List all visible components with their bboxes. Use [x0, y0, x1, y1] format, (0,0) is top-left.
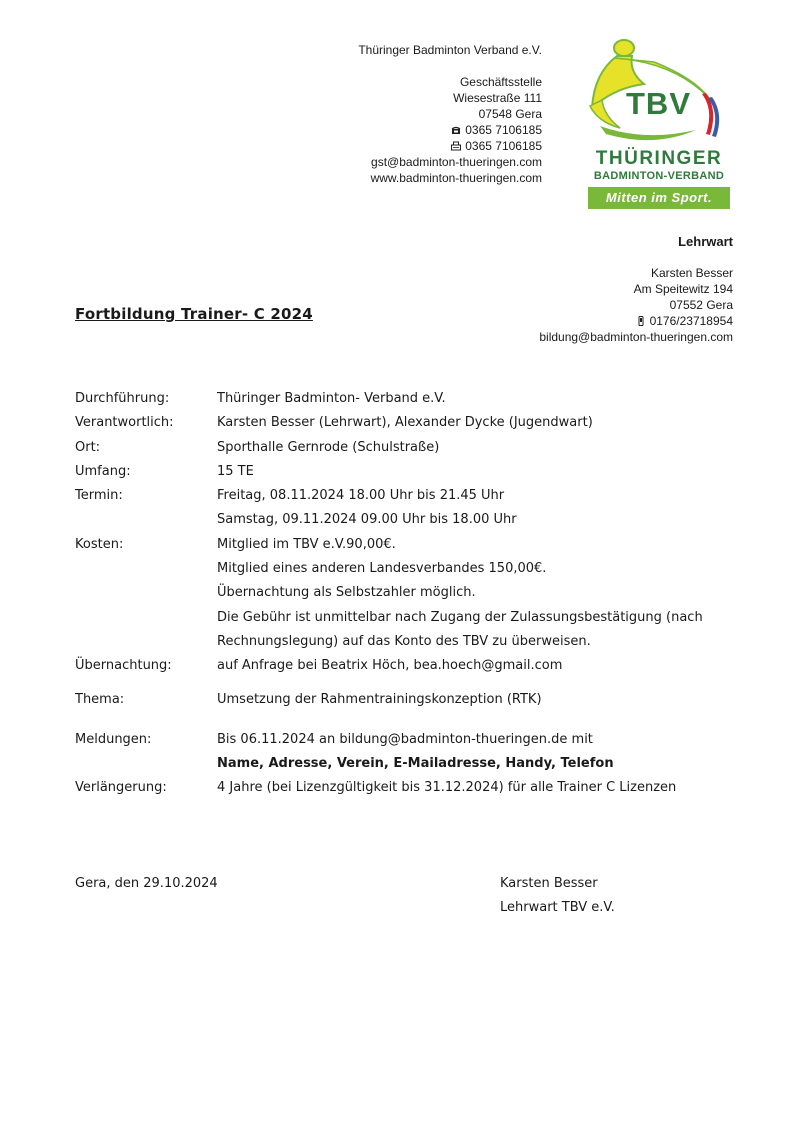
office-phone-number: 0365 7106185 — [465, 123, 542, 137]
lehrwart-heading: Lehrwart — [678, 234, 733, 249]
logo-swoosh-left — [590, 100, 620, 128]
logo-subtitle: BADMINTON-VERBAND — [593, 170, 725, 182]
org-name: Thüringer Badminton Verband e.V. — [358, 43, 542, 57]
signer-role: Lehrwart TBV e.V. — [500, 900, 615, 915]
detail-row-kosten — [75, 533, 745, 654]
detail-label: Thema: — [75, 691, 125, 707]
signer-name: Karsten Besser — [500, 876, 598, 891]
meldungen-line-2: Name, Adresse, Verein, E-Mailadresse, Handy, Telefon — [217, 756, 614, 772]
detail-value: 4 Jahre (bei Lizenzgültigkeit bis 31.12.2024) für alle Trainer C Lizenzen — [217, 780, 677, 796]
detail-value: auf Anfrage bei Beatrix Höch, bea.hoech@gmail.com — [217, 658, 563, 674]
office-fax — [300, 138, 542, 154]
detail-label: Umfang: — [75, 463, 131, 479]
lehrwart-phone-number: 0176/23718954 — [649, 314, 733, 328]
detail-label: Kosten: — [75, 536, 124, 552]
detail-label: Übernachtung: — [75, 658, 172, 674]
detail-label: Meldungen: — [75, 731, 152, 747]
org-address-block — [300, 42, 542, 186]
phone-icon — [451, 125, 461, 135]
course-details — [75, 387, 745, 801]
detail-value: 15 TE — [217, 463, 254, 479]
document-title: Fortbildung Trainer- C 2024 — [75, 305, 313, 323]
kosten-line-4: Die Gebühr ist unmittelbar nach Zugang der Zulassungsbestätigung (nach — [217, 609, 703, 625]
kosten-line-5: Rechnungslegung) auf das Konto des TBV zu überweisen. — [217, 633, 591, 649]
fax-icon — [451, 141, 461, 151]
office-email: gst@badminton-thueringen.com — [371, 155, 542, 169]
detail-label: Verantwortlich: — [75, 415, 174, 431]
detail-label: Durchführung: — [75, 391, 170, 406]
logo-title: THÜRINGER — [595, 148, 723, 169]
detail-value: Umsetzung der Rahmentrainingskonzeption (RTK) — [217, 691, 542, 707]
office-phone — [300, 122, 542, 138]
detail-row-umfang — [75, 460, 745, 484]
lehrwart-street: Am Speitewitz 194 — [633, 282, 733, 296]
kosten-line-1: Mitglied im TBV e.V.90,00€. — [217, 536, 396, 552]
logo-claim: Mitten im Sport. — [588, 187, 730, 209]
detail-row-verantwortlich — [75, 411, 745, 435]
detail-row-durchfuehrung — [75, 387, 745, 411]
detail-row-ort — [75, 436, 745, 460]
office-fax-number: 0365 7106185 — [465, 139, 542, 153]
detail-value — [217, 533, 745, 654]
detail-value: Karsten Besser (Lehrwart), Alexander Dycke (Jugendwart) — [217, 415, 593, 431]
meldungen-line-1: Bis 06.11.2024 an bildung@badminton-thueringen.de mit — [217, 731, 593, 747]
lehrwart-phone — [473, 313, 733, 329]
termin-line-1: Freitag, 08.11.2024 18.00 Uhr bis 21.45 Uhr — [217, 488, 505, 504]
signature-block — [500, 872, 615, 920]
logo-shuttle-cork — [614, 40, 634, 56]
detail-value: Sporthalle Gernrode (Schulstraße) — [217, 439, 440, 455]
detail-row-thema — [75, 688, 745, 712]
detail-row-meldungen — [75, 728, 745, 777]
detail-label: Verlängerung: — [75, 780, 167, 796]
office-city: 07548 Gera — [478, 107, 542, 121]
logo-abbr: TBV — [626, 86, 691, 121]
logo-swoosh-lower — [600, 126, 696, 140]
detail-label: Termin: — [75, 488, 123, 504]
tbv-logo — [584, 38, 734, 212]
detail-value — [217, 728, 745, 777]
office-label: Geschäftsstelle — [459, 75, 542, 89]
lehrwart-city: 07552 Gera — [669, 298, 733, 312]
place-and-date: Gera, den 29.10.2024 — [75, 876, 218, 891]
lehrwart-name: Karsten Besser — [650, 266, 733, 280]
lehrwart-email: bildung@badminton-thueringen.com — [539, 330, 733, 344]
termin-line-2: Samstag, 09.11.2024 09.00 Uhr bis 18.00 Uhr — [217, 512, 517, 528]
office-street: Wiesestraße 111 — [453, 91, 542, 105]
detail-row-verlaengerung — [75, 776, 745, 800]
detail-value: Thüringer Badminton- Verband e.V. — [217, 391, 446, 406]
lehrwart-address-block — [473, 265, 733, 345]
detail-row-termin — [75, 484, 745, 533]
office-website: www.badminton-thueringen.com — [370, 171, 542, 185]
mobile-phone-icon — [636, 316, 646, 326]
detail-row-uebernachtung — [75, 654, 745, 678]
kosten-line-3: Übernachtung als Selbstzahler möglich. — [217, 585, 476, 601]
detail-value — [217, 484, 745, 533]
kosten-line-2: Mitglied eines anderen Landesverbandes 150,00€. — [217, 561, 547, 577]
detail-label: Ort: — [75, 439, 101, 455]
